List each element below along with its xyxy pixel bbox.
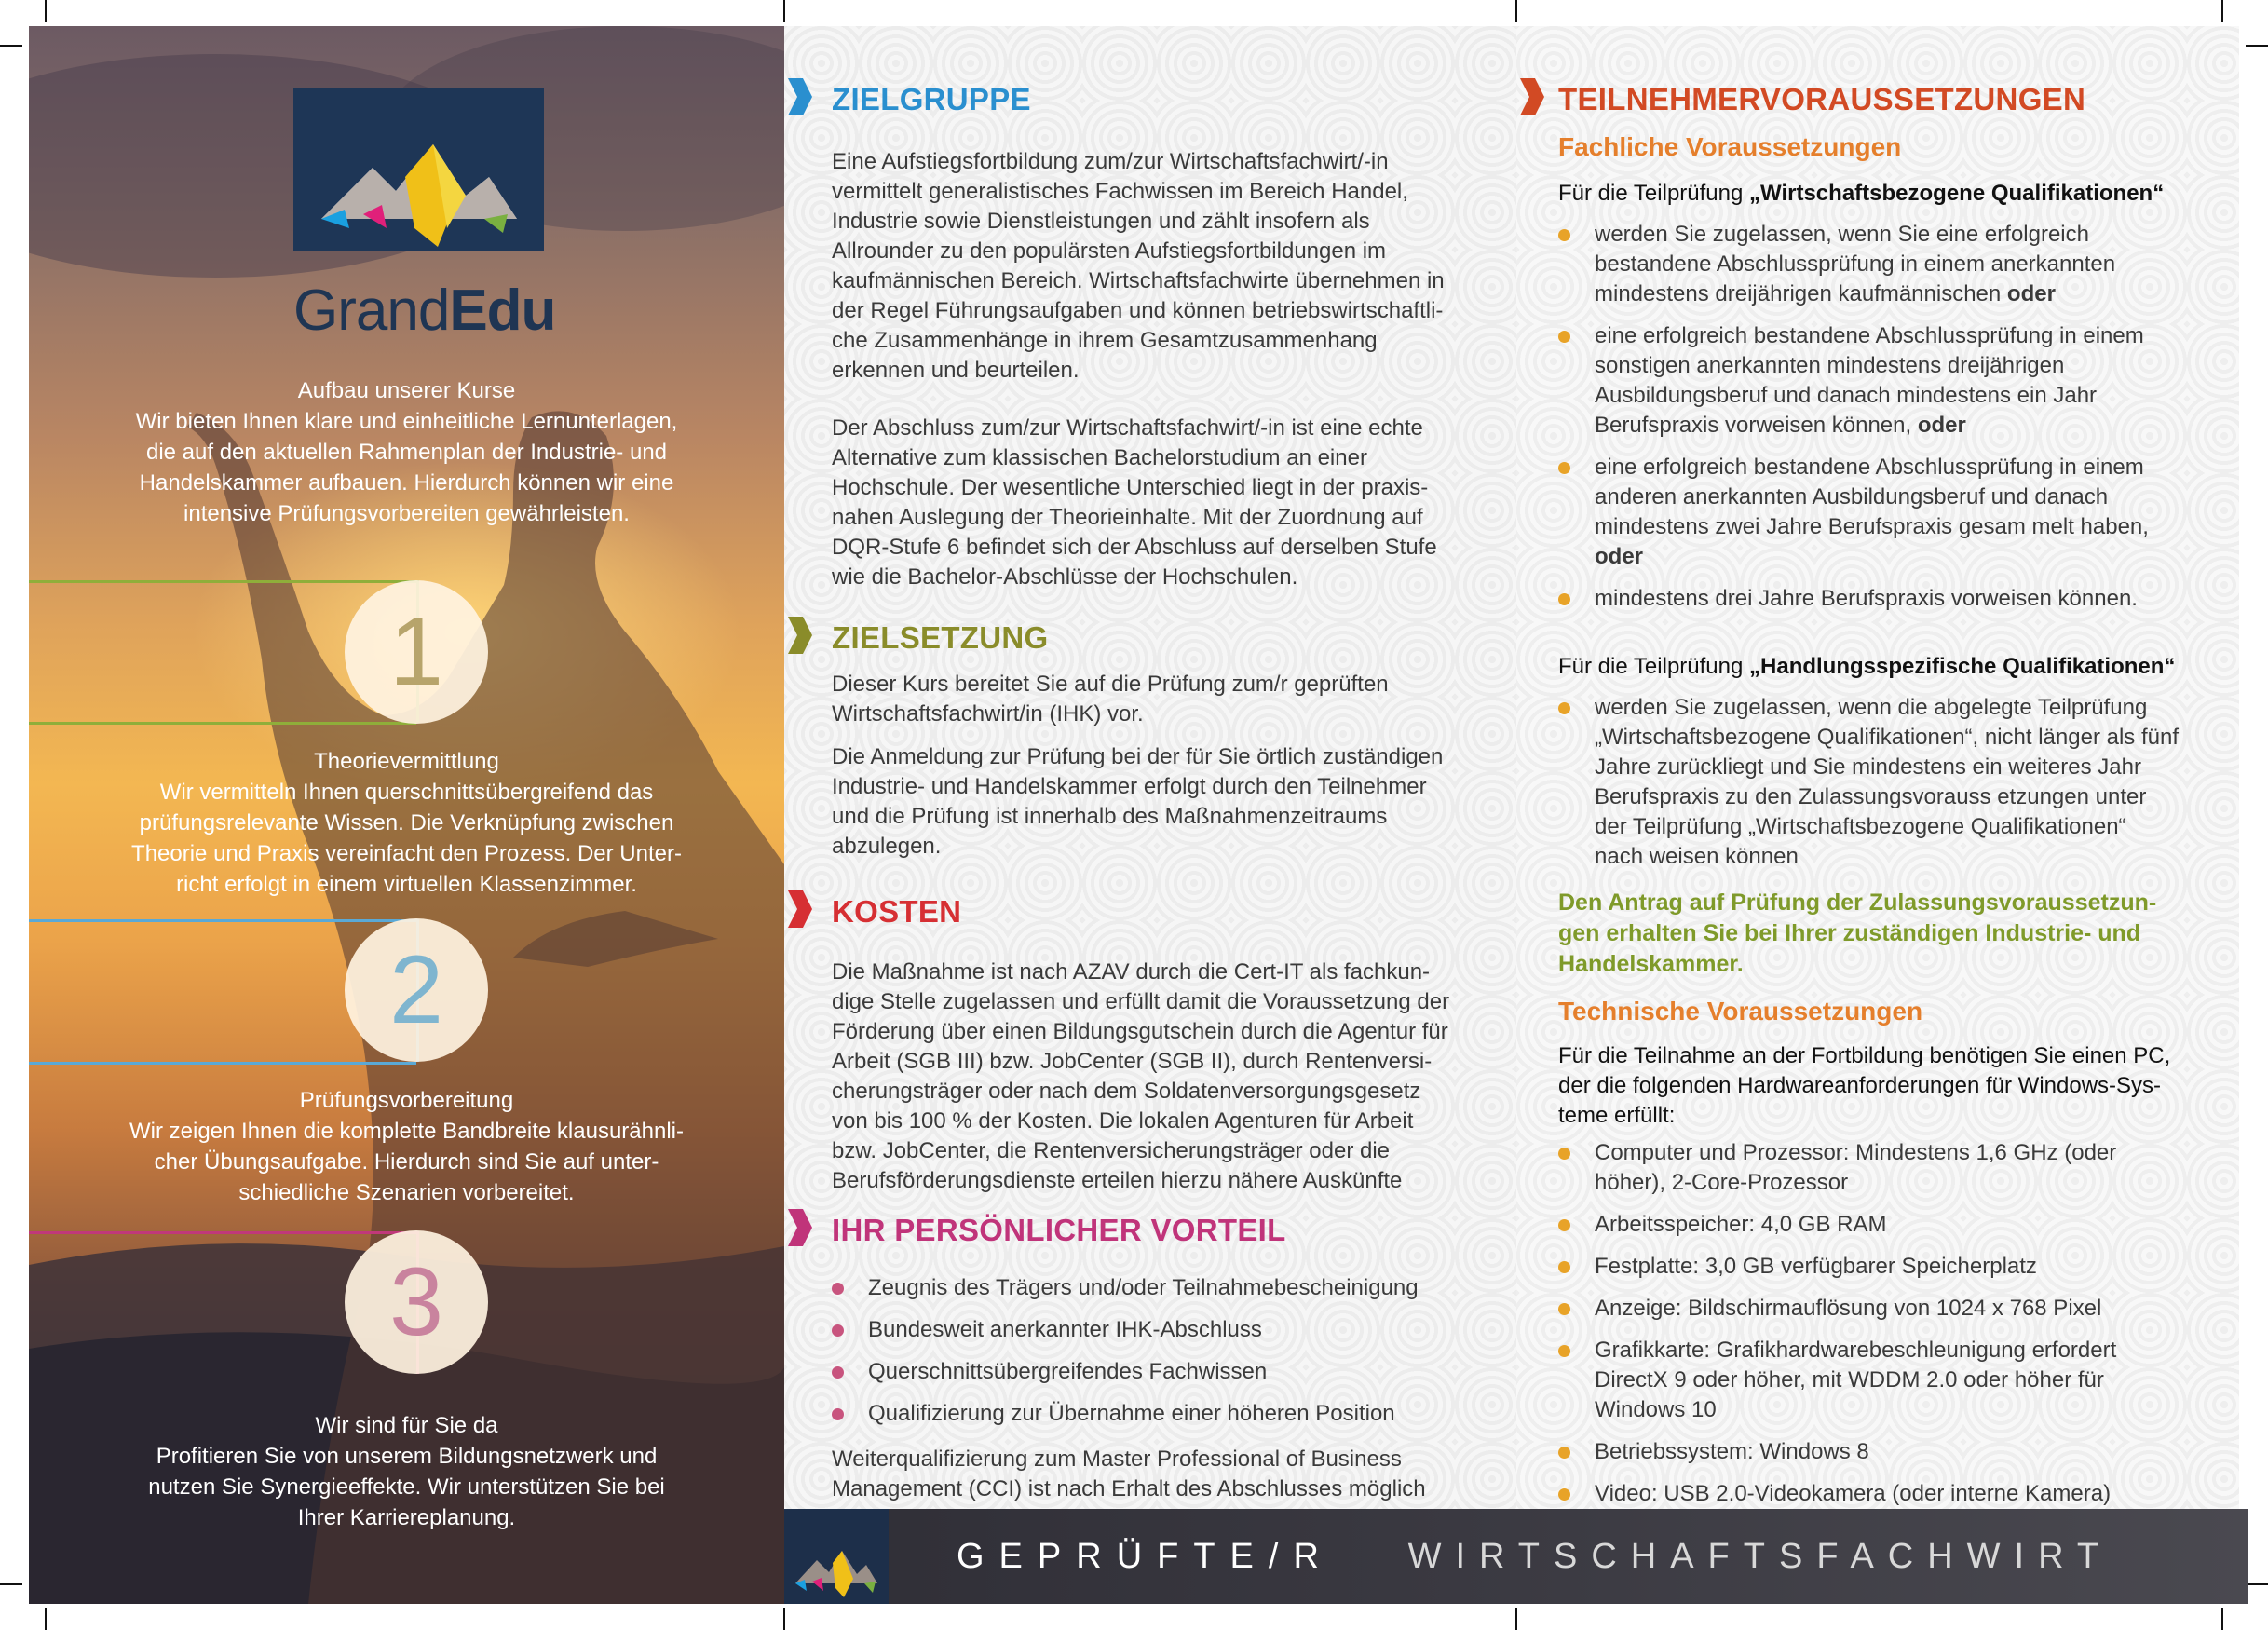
crop-mark bbox=[2246, 1583, 2268, 1585]
footer-banner bbox=[784, 1509, 2248, 1604]
text-line: mindestens zwei Jahre Berufspraxis gesam melt haben, bbox=[1595, 514, 2149, 539]
text-line: Weiterqualifizierung zum Master Professional of Business bbox=[832, 1447, 1402, 1472]
text-line: teme erfüllt: bbox=[1558, 1103, 1676, 1128]
brand-wordmark: GrandEdu bbox=[293, 278, 556, 343]
text-line: wie die Bachelor-Abschlüsse der Hochschulen. bbox=[832, 564, 1298, 590]
footer-title bbox=[957, 1537, 2112, 1577]
text: Berufspraxis vorweisen können, bbox=[1595, 413, 1918, 438]
text-line: Betriebssystem: Windows 8 bbox=[1595, 1439, 1869, 1464]
list-item bbox=[1558, 693, 2229, 872]
step-line: nutzen Sie Synergieeffekte. Wir unterstützen Sie bei bbox=[148, 1474, 665, 1500]
intro-line: intensive Prüfungsvorbereiten gewährleisten. bbox=[183, 501, 630, 526]
section-marker-icon bbox=[788, 1209, 812, 1246]
bullet-icon bbox=[1558, 1447, 1570, 1459]
step-line: schiedliche Szenarien vorbereitet. bbox=[238, 1180, 575, 1205]
list-item bbox=[832, 1399, 1419, 1429]
step-line: prüfungsrelevante Wissen. Die Verknüpfung zwischen bbox=[139, 810, 674, 835]
text-line: DQR-Stufe 6 befindet sich der Abschluss auf derselben Stufe bbox=[832, 535, 1437, 560]
list-item-text: Zeugnis des Trägers und/oder Teilnahmebescheinigung bbox=[868, 1275, 1419, 1300]
antrag-note bbox=[1558, 888, 2156, 980]
text-line: Grafikkarte: Grafikhardwarebeschleunigung erfordert bbox=[1595, 1338, 2117, 1363]
text-line: Den Antrag auf Prüfung der Zulassungsvoraussetzun- bbox=[1558, 890, 2157, 916]
text-line: werden Sie zugelassen, wenn die abgelegte Teilprüfung bbox=[1595, 695, 2148, 720]
zielgruppe-para-2 bbox=[832, 414, 1437, 592]
step-3-text bbox=[29, 1410, 784, 1533]
text-line: Industrie- und Handelskammer erfolgt durch den Teilnehmer bbox=[832, 774, 1427, 799]
text-bold: „Wirtschaftsbezogene Qualifikationen“ bbox=[1749, 181, 2165, 206]
left-panel bbox=[29, 26, 784, 1604]
text-line: erkennen und beurteilen. bbox=[832, 358, 1080, 383]
bullet-icon bbox=[832, 1366, 844, 1379]
step-2-bottom-line bbox=[29, 1062, 416, 1065]
crop-mark bbox=[783, 1608, 785, 1630]
subtitle-fachlich: Fachliche Voraussetzungen bbox=[1558, 132, 1902, 161]
intro-line: Wir bieten Ihnen klare und einheitliche Lernunterlagen, bbox=[135, 409, 678, 434]
text-line: Hochschule. Der wesentliche Unterschied liegt in der praxis- bbox=[832, 475, 1429, 500]
step-1-number: 1 bbox=[345, 580, 488, 724]
text-line: anderen anerkannten Ausbildungsberuf und danach bbox=[1595, 484, 2109, 509]
text-line: bzw. JobCenter, die Rentenversicherungsträger oder die bbox=[832, 1138, 1391, 1163]
text-line: Handelskammer. bbox=[1558, 951, 1744, 977]
text-line: höher), 2-Core-Prozessor bbox=[1595, 1170, 1849, 1195]
step-heading: Wir sind für Sie da bbox=[315, 1413, 498, 1438]
text-line: der die folgenden Hardwareanforderungen für Windows-Sys- bbox=[1558, 1073, 2162, 1098]
section-title-vorteil: IHR PERSÖNLICHER VORTEIL bbox=[832, 1213, 1286, 1247]
text-line: vermittelt generalistisches Fachwissen im Bereich Handel, bbox=[832, 179, 1408, 204]
text-line: Arbeitsspeicher: 4,0 GB RAM bbox=[1595, 1212, 1887, 1237]
section-title-zielsetzung: ZIELSETZUNG bbox=[832, 620, 1049, 655]
step-line: cher Übungsaufgabe. Hierdurch sind Sie auf unter- bbox=[154, 1149, 659, 1175]
text-bold: oder bbox=[1917, 413, 1966, 438]
text-line: eine erfolgreich bestandene Abschlussprüfung in einem bbox=[1595, 323, 2144, 348]
text-line: che Zusammenhänge in ihrem Gesamtzusammenhang bbox=[832, 328, 1378, 353]
bullet-icon bbox=[1558, 1303, 1570, 1315]
text-line: Wirtschaftsfachwirt/in (IHK) vor. bbox=[832, 701, 1144, 727]
list-item bbox=[832, 1315, 1419, 1345]
text-line bbox=[1595, 542, 2229, 572]
text-line: Allrounder zu den populärsten Aufstiegsfortbildungen im bbox=[832, 238, 1387, 264]
text-line: von bis 100 % der Kosten. Die lokalen Agenturen für Arbeit bbox=[832, 1108, 1414, 1134]
bullet-icon bbox=[1558, 331, 1570, 343]
step-2-text bbox=[29, 1085, 784, 1208]
text-line: Eine Aufstiegsfortbildung zum/zur Wirtschaftsfachwirt/-in bbox=[832, 149, 1389, 174]
text-line: werden Sie zugelassen, wenn Sie eine erfolgreich bbox=[1595, 222, 2089, 247]
text-line: sonstigen anerkannten mindestens dreijährigen bbox=[1595, 353, 2065, 378]
zielgruppe-para-1 bbox=[832, 147, 1445, 386]
text: mindestens dreijährigen kaufmännischen bbox=[1595, 281, 2007, 306]
text-line: eine erfolgreich bestandene Abschlussprüfung in einem bbox=[1595, 455, 2144, 480]
list-item bbox=[1558, 1252, 2229, 1282]
bullet-icon bbox=[1558, 1148, 1570, 1160]
section-title-zielgruppe: ZIELGRUPPE bbox=[832, 82, 1031, 116]
list-item bbox=[1558, 1437, 2229, 1467]
list-item bbox=[1558, 1210, 2229, 1240]
step-line: richt erfolgt in einem virtuellen Klassenzimmer. bbox=[176, 872, 637, 897]
text-line: Anzeige: Bildschirmauflösung von 1024 x 768 Pixel bbox=[1595, 1296, 2102, 1321]
middle-panel bbox=[784, 26, 1516, 1509]
bullet-icon bbox=[832, 1324, 844, 1337]
section-title-teilnehmer: TEILNEHMERVORAUSSETZUNGEN bbox=[1558, 82, 2086, 116]
step-heading: Prüfungsvorbereitung bbox=[299, 1088, 514, 1113]
text-line: der Regel Führungsaufgaben und können betriebswirtschaftli- bbox=[832, 298, 1444, 323]
text-line bbox=[1595, 279, 2229, 309]
list-item bbox=[1558, 453, 2229, 572]
text-bold: „Handlungsspezifische Qualifikationen“ bbox=[1749, 654, 2176, 679]
crop-mark bbox=[1515, 1608, 1517, 1630]
step-1-text bbox=[29, 746, 784, 900]
text-line: abzulegen. bbox=[832, 834, 942, 859]
step-1-top-line bbox=[29, 580, 416, 583]
intro-line: Handelskammer aufbauen. Hierdurch können wir eine bbox=[139, 470, 674, 496]
bullet-icon bbox=[832, 1408, 844, 1420]
text-line: cherungsträger oder nach dem Soldatenversorgungsgesetz bbox=[832, 1079, 1421, 1104]
text-line: Ausbildungsberuf und danach mindestens ein Jahr bbox=[1595, 383, 2098, 408]
text-line: Die Maßnahme ist nach AZAV durch die Cert-IT als fachkun- bbox=[832, 959, 1431, 985]
bullet-icon bbox=[1558, 1345, 1570, 1357]
crop-mark bbox=[0, 1583, 22, 1585]
text-line bbox=[1595, 411, 2229, 441]
technisch-intro bbox=[1558, 1041, 2170, 1131]
text-line: Für die Teilnahme an der Fortbildung benötigen Sie einen PC, bbox=[1558, 1043, 2171, 1068]
bullet-icon bbox=[1558, 462, 1570, 474]
text-line: nach weisen können bbox=[1595, 844, 1799, 869]
text-line: bestandene Abschlussprüfung in einem anerkannten bbox=[1595, 251, 2116, 277]
section-marker-icon bbox=[788, 617, 812, 654]
bullet-icon bbox=[1558, 702, 1570, 714]
text-line: und die Prüfung ist innerhalb des Maßnahmenzeitraums bbox=[832, 804, 1388, 829]
text: Für die Teilprüfung bbox=[1558, 654, 1750, 679]
list-item-text: Qualifizierung zur Übernahme einer höheren Position bbox=[868, 1401, 1395, 1426]
crop-mark bbox=[783, 0, 785, 22]
text-line: mindestens drei Jahre Berufspraxis vorweisen können. bbox=[1595, 586, 2138, 611]
step-1-bottom-line bbox=[29, 722, 416, 725]
text-line: dige Stelle zugelassen und erfüllt damit die Voraussetzung der bbox=[832, 989, 1450, 1014]
text-line: Förderung über einen Bildungsgutschein durch die Agentur für bbox=[832, 1019, 1448, 1044]
list-item bbox=[832, 1273, 1419, 1303]
intro-block bbox=[29, 375, 784, 529]
text-line: Die Anmeldung zur Prüfung bei der für Sie örtlich zuständigen bbox=[832, 744, 1444, 769]
bullet-icon bbox=[1558, 593, 1570, 605]
footer-logo bbox=[784, 1509, 889, 1604]
list-item bbox=[1558, 1336, 2229, 1425]
text-line: Berufspraxis zu den Zulassungsvorauss etzungen unter bbox=[1595, 784, 2147, 809]
text-line: der Teilprüfung „Wirtschaftsbezogene Qualifikationen“ bbox=[1595, 814, 2126, 839]
intro-heading: Aufbau unserer Kurse bbox=[297, 378, 516, 403]
text-line: DirectX 9 oder höher, mit WDDM 2.0 oder höher für bbox=[1595, 1367, 2104, 1392]
right-panel bbox=[1516, 26, 2239, 1509]
crop-mark bbox=[2221, 1608, 2223, 1630]
step-2-number: 2 bbox=[345, 918, 488, 1062]
step-2-top-line bbox=[29, 919, 416, 922]
text-line: Video: USB 2.0-Videokamera (oder interne Kamera) bbox=[1595, 1481, 2112, 1506]
text-line: Der Abschluss zum/zur Wirtschaftsfachwirt/-in ist eine echte bbox=[832, 415, 1423, 441]
fachlich-list-1 bbox=[1558, 220, 2229, 614]
text-line: „Wirtschaftsbezogene Qualifikationen“, nicht länger als fünf bbox=[1595, 725, 2179, 750]
subtitle-technisch: Technische Voraussetzungen bbox=[1558, 997, 1923, 1026]
step-line: Wir vermitteln Ihnen querschnittsübergreifend das bbox=[159, 780, 654, 805]
technisch-list bbox=[1558, 1138, 2229, 1509]
crop-mark bbox=[0, 45, 22, 47]
text-bold: oder bbox=[2006, 281, 2056, 306]
section-title-kosten: KOSTEN bbox=[832, 894, 962, 929]
logo bbox=[293, 88, 544, 251]
text-line: Industrie sowie Dienstleistungen und zählt insofern als bbox=[832, 209, 1370, 234]
step-line: Theorie und Praxis vereinfacht den Prozess. Der Unter- bbox=[131, 841, 682, 866]
vorteil-list bbox=[832, 1273, 1419, 1429]
fachlich-intro-2 bbox=[1558, 652, 2175, 682]
list-item bbox=[1558, 1294, 2229, 1324]
text-line: Alternative zum klassischen Bachelorstudium an einer bbox=[832, 445, 1367, 470]
list-item-text: Bundesweit anerkannter IHK-Abschluss bbox=[868, 1317, 1262, 1342]
text-line: Festplatte: 3,0 GB verfügbarer Speicherplatz bbox=[1595, 1254, 2037, 1279]
text-line: Management (CCI) ist nach Erhalt des Abschlusses möglich bbox=[832, 1476, 1426, 1501]
zielsetzung-para-2 bbox=[832, 742, 1443, 862]
step-line: Wir zeigen Ihnen die komplette Bandbreite klausurähnli- bbox=[129, 1119, 684, 1144]
text-line: nahen Auslegung der Theorieinhalte. Mit der Zuordnung auf bbox=[832, 505, 1423, 530]
text-bold: oder bbox=[1595, 544, 1644, 569]
bullet-icon bbox=[1558, 229, 1570, 241]
text-line: Berufsförderungsdienste erteilen hierzu nähere Auskünfte bbox=[832, 1168, 1403, 1193]
text-line: Windows 10 bbox=[1595, 1397, 1717, 1422]
text-line: Computer und Prozessor: Mindestens 1,6 GHz (oder bbox=[1595, 1140, 2117, 1165]
bullet-icon bbox=[1558, 1219, 1570, 1231]
bullet-icon bbox=[1558, 1488, 1570, 1501]
step-line: Ihrer Karriereplanung. bbox=[297, 1505, 516, 1530]
section-marker-icon bbox=[1520, 78, 1544, 115]
text-line: gen erhalten Sie bei Ihrer zuständigen Industrie- und bbox=[1558, 920, 2141, 946]
crop-mark bbox=[45, 1608, 47, 1630]
fachlich-intro-1 bbox=[1558, 179, 2164, 209]
text-line: Jahre zurückliegt und Sie mindestens ein weiteres Jahr bbox=[1595, 754, 2141, 780]
zielsetzung-para-1 bbox=[832, 670, 1389, 729]
text: Für die Teilprüfung bbox=[1558, 181, 1750, 206]
list-item bbox=[1558, 1479, 2229, 1509]
step-3-number: 3 bbox=[345, 1230, 488, 1374]
step-line: Profitieren Sie von unserem Bildungsnetzwerk und bbox=[156, 1444, 658, 1469]
footer-title-part: GEPRÜFTE/R bbox=[957, 1537, 1334, 1576]
list-item bbox=[832, 1357, 1419, 1387]
crop-mark bbox=[45, 0, 47, 22]
kosten-para bbox=[832, 958, 1449, 1196]
section-marker-icon bbox=[788, 78, 812, 115]
text-line: kaufmännischen Bereich. Wirtschaftsfachwirte übernehmen in bbox=[832, 268, 1445, 293]
text-line: Arbeit (SGB III) bzw. JobCenter (SGB II), durch Rentenversi- bbox=[832, 1049, 1433, 1074]
list-item bbox=[1558, 321, 2229, 441]
text-line: Dieser Kurs bereitet Sie auf die Prüfung zum/r geprüften bbox=[832, 672, 1389, 697]
crop-mark bbox=[1515, 0, 1517, 22]
vorteil-note bbox=[832, 1445, 1426, 1504]
section-marker-icon bbox=[788, 890, 812, 928]
footer-title-part: WIRTSCHAFTSFACHWIRT bbox=[1407, 1537, 2113, 1576]
list-item bbox=[1558, 584, 2229, 614]
list-item bbox=[1558, 1138, 2229, 1198]
crop-mark bbox=[2221, 0, 2223, 22]
fachlich-list-2 bbox=[1558, 693, 2229, 872]
bullet-icon bbox=[832, 1283, 844, 1295]
list-item-text: Querschnittsübergreifendes Fachwissen bbox=[868, 1359, 1268, 1384]
step-3-top-line bbox=[29, 1231, 416, 1234]
bullet-icon bbox=[1558, 1261, 1570, 1273]
list-item bbox=[1558, 220, 2229, 309]
intro-line: die auf den aktuellen Rahmenplan der Industrie- und bbox=[145, 440, 668, 465]
step-heading: Theorievermittlung bbox=[314, 749, 499, 774]
crop-mark bbox=[2246, 45, 2268, 47]
